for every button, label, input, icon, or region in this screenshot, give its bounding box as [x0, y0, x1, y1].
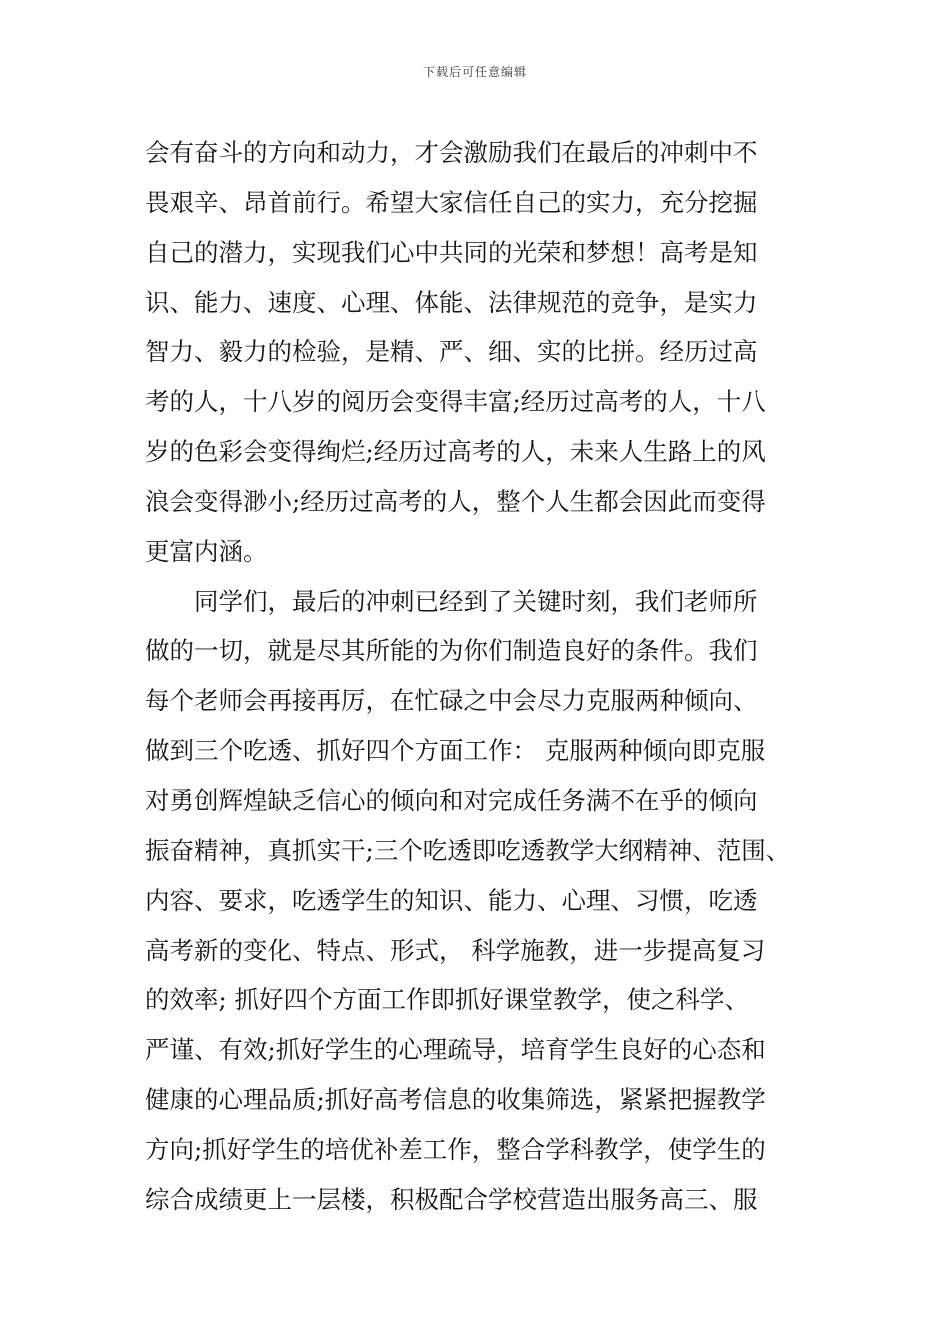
text-line: 会有奋斗的方向和动力，才会激励我们在最后的冲刺中不 [145, 138, 758, 167]
text-line: 振奋精神，真抓实干;三个吃透即吃透教学大纲精神、范围、 [145, 835, 791, 865]
text-line: 每个老师会再接再厉，在忙碌之中会尽力克服两种倾向、 [145, 686, 758, 716]
text-line: 的效率; 抓好四个方面工作即抓好课堂教学，使之科学、 [145, 985, 750, 1015]
text-line: 健康的心理品质;抓好高考信息的收集筛选，紧紧把握教学 [145, 1085, 766, 1115]
body-text [145, 128, 825, 1225]
text-line: 更富内涵。 [145, 536, 268, 566]
text-line: 对勇创辉煌缺乏信心的倾向和对完成任务满不在乎的倾向 [145, 785, 758, 815]
text-line: 做到三个吃透、抓好四个方面工作： 克服两种倾向即克服 [145, 736, 766, 766]
text-line: 岁的色彩会变得绚烂;经历过高考的人，未来人生路上的风 [145, 437, 766, 467]
text-line: 自己的潜力，实现我们心中共同的光荣和梦想！高考是知 [145, 237, 758, 267]
text-line: 综合成绩更上一层楼，积极配合学校营造出服务高三、服 [145, 1184, 758, 1214]
text-line: 考的人，十八岁的阅历会变得丰富;经历过高考的人，十八 [145, 387, 766, 417]
text-line: 智力、毅力的检验，是精、严、细、实的比拼。经历过高 [145, 337, 758, 367]
text-line: 方向;抓好学生的培优补差工作，整合学科教学，使学生的 [145, 1134, 766, 1164]
text-line: 浪会变得渺小;经历过高考的人，整个人生都会因此而变得 [145, 486, 766, 516]
text-line: 做的一切，就是尽其所能的为你们制造良好的条件。我们 [145, 636, 758, 666]
text-line: 内容、要求，吃透学生的知识、能力、心理、习惯，吃透 [145, 885, 758, 915]
text-line: 高考新的变化、特点、形式， 科学施教，进一步提高复习 [145, 935, 766, 965]
text-line: 识、能力、速度、心理、体能、法律规范的竞争，是实力 [145, 287, 758, 317]
text-line: 同学们，最后的冲刺已经到了关键时刻，我们老师所 [145, 586, 758, 616]
page-header: 下载后可任意编辑 [422, 65, 527, 79]
text-line: 畏艰辛、昂首前行。希望大家信任自己的实力，充分挖掘 [145, 187, 758, 217]
text-line: 严谨、有效;抓好学生的心理疏导，培育学生良好的心态和 [145, 1035, 766, 1065]
